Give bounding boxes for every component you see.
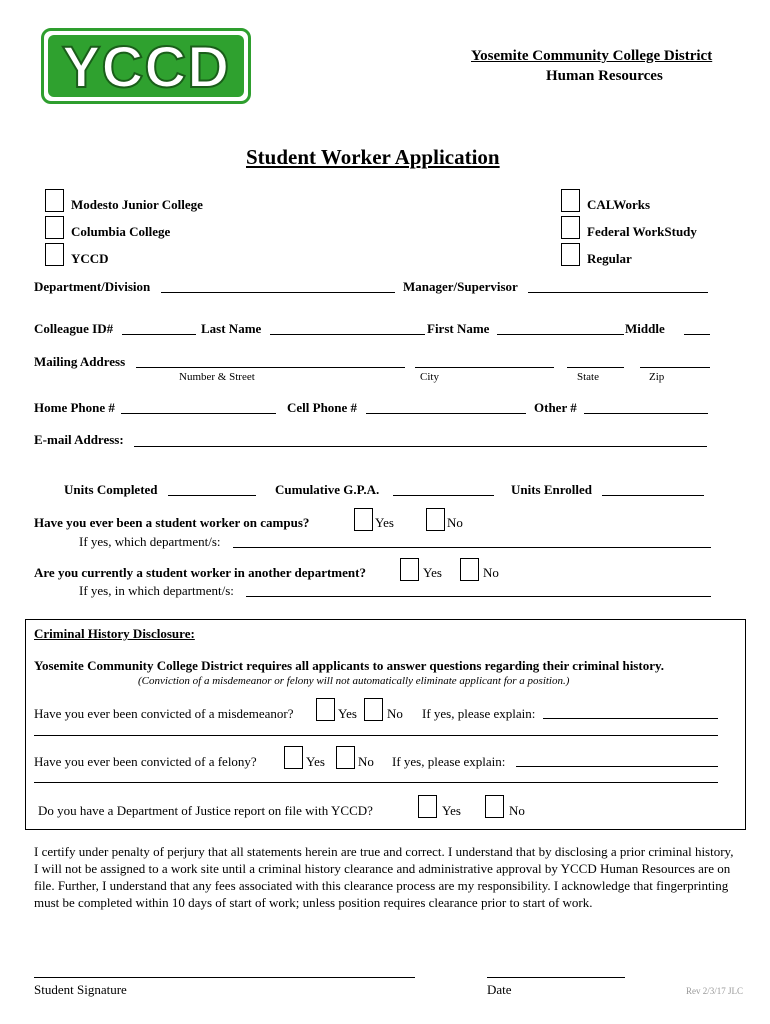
label-misdemeanor-yes: Yes bbox=[338, 706, 357, 721]
city-input[interactable] bbox=[415, 367, 554, 368]
date-input[interactable] bbox=[487, 977, 625, 978]
other-phone-input[interactable] bbox=[584, 413, 708, 414]
q2-followup-label: If yes, in which department/s: bbox=[79, 583, 234, 598]
criminal-statement: Yosemite Community College District requires all applicants to answer questions regarding their criminal history. bbox=[34, 658, 664, 673]
last-name-input[interactable] bbox=[270, 334, 425, 335]
question-misdemeanor: Have you ever been convicted of a misdemeanor? bbox=[34, 706, 294, 721]
label-q1-no: No bbox=[447, 515, 463, 530]
yccd-logo bbox=[41, 28, 251, 104]
state-input[interactable] bbox=[567, 367, 624, 368]
criminal-note: (Conviction of a misdemeanor or felony will not automatically eliminate applicant for a position.) bbox=[138, 675, 570, 687]
checkbox-misdemeanor-no[interactable] bbox=[364, 698, 383, 721]
label-middle: Middle bbox=[625, 321, 665, 336]
checkbox-doj-no[interactable] bbox=[485, 795, 504, 818]
checkbox-felony-yes[interactable] bbox=[284, 746, 303, 769]
label-workstudy: Federal WorkStudy bbox=[587, 224, 697, 239]
q1-followup-label: If yes, which department/s: bbox=[79, 534, 221, 549]
label-regular: Regular bbox=[587, 251, 632, 266]
manager-input[interactable] bbox=[528, 292, 708, 293]
sublabel-state: State bbox=[577, 371, 599, 383]
certification-text: I certify under penalty of perjury that all statements herein are true and correct. I understand that by disclosing a prior criminal history, I will not be assigned to a work site until a criminal history clearance and administrative approval by YCCD Human Resources are on file. Further, I understand that any fees associated with this clearance process are my responsibility. I acknowledge that fingerprinting must be completed within 10 days of start of work; unless position requires clearance prior to start of work. bbox=[34, 844, 734, 910]
label-misdemeanor-no: No bbox=[387, 706, 403, 721]
first-name-input[interactable] bbox=[497, 334, 624, 335]
felony-explain-input[interactable] bbox=[516, 766, 718, 767]
label-units-enrolled: Units Enrolled bbox=[511, 482, 593, 497]
criminal-heading: Criminal History Disclosure: bbox=[34, 626, 195, 641]
sublabel-city: City bbox=[420, 371, 439, 383]
label-q1-yes: Yes bbox=[375, 515, 394, 530]
label-home-phone: Home Phone # bbox=[34, 400, 115, 415]
units-completed-input[interactable] bbox=[168, 495, 256, 496]
label-gpa: Cumulative G.P.A. bbox=[275, 482, 380, 497]
checkbox-misdemeanor-yes[interactable] bbox=[316, 698, 335, 721]
colleague-id-input[interactable] bbox=[122, 334, 196, 335]
checkbox-q1-no[interactable] bbox=[426, 508, 445, 531]
department-input[interactable] bbox=[161, 292, 395, 293]
revision-note: Rev 2/3/17 JLC bbox=[686, 986, 744, 996]
checkbox-q2-yes[interactable] bbox=[400, 558, 419, 581]
dept-name: Human Resources bbox=[546, 68, 663, 84]
label-email: E-mail Address: bbox=[34, 432, 124, 447]
label-colleague-id: Colleague ID# bbox=[34, 321, 114, 336]
label-last-name: Last Name bbox=[201, 321, 262, 336]
cell-phone-input[interactable] bbox=[366, 413, 526, 414]
email-input[interactable] bbox=[134, 446, 707, 447]
label-misdemeanor-explain: If yes, please explain: bbox=[422, 706, 536, 721]
street-input[interactable] bbox=[136, 367, 405, 368]
label-date: Date bbox=[487, 982, 512, 997]
label-first-name: First Name bbox=[427, 321, 490, 336]
misdemeanor-explain-line2[interactable] bbox=[34, 735, 718, 736]
label-signature: Student Signature bbox=[34, 982, 127, 997]
label-felony-yes: Yes bbox=[306, 754, 325, 769]
checkbox-columbia[interactable] bbox=[45, 216, 64, 239]
label-q2-no: No bbox=[483, 565, 499, 580]
question-felony: Have you ever been convicted of a felony? bbox=[34, 754, 257, 769]
q1-department-input[interactable] bbox=[233, 547, 711, 548]
checkbox-felony-no[interactable] bbox=[336, 746, 355, 769]
question-current-worker: Are you currently a student worker in another department? bbox=[34, 565, 366, 580]
sublabel-zip: Zip bbox=[649, 371, 665, 383]
label-felony-no: No bbox=[358, 754, 374, 769]
label-doj-no: No bbox=[509, 803, 525, 818]
q2-department-input[interactable] bbox=[246, 596, 711, 597]
checkbox-mjc[interactable] bbox=[45, 189, 64, 212]
units-enrolled-input[interactable] bbox=[602, 495, 704, 496]
felony-explain-line2[interactable] bbox=[34, 782, 718, 783]
label-units-completed: Units Completed bbox=[64, 482, 158, 497]
label-mailing-address: Mailing Address bbox=[34, 354, 126, 369]
label-cell-phone: Cell Phone # bbox=[287, 400, 358, 415]
checkbox-doj-yes[interactable] bbox=[418, 795, 437, 818]
zip-input[interactable] bbox=[640, 367, 710, 368]
logo-text: YCCD bbox=[61, 35, 231, 100]
gpa-input[interactable] bbox=[393, 495, 494, 496]
checkbox-q1-yes[interactable] bbox=[354, 508, 373, 531]
signature-input[interactable] bbox=[34, 977, 415, 978]
checkbox-q2-no[interactable] bbox=[460, 558, 479, 581]
checkbox-workstudy[interactable] bbox=[561, 216, 580, 239]
label-yccd: YCCD bbox=[71, 251, 109, 266]
sublabel-street: Number & Street bbox=[179, 371, 255, 383]
label-mjc: Modesto Junior College bbox=[71, 197, 203, 212]
question-student-worker: Have you ever been a student worker on campus? bbox=[34, 515, 310, 530]
label-doj-yes: Yes bbox=[442, 803, 461, 818]
criminal-history-box bbox=[25, 619, 746, 830]
label-columbia: Columbia College bbox=[71, 224, 171, 239]
home-phone-input[interactable] bbox=[121, 413, 276, 414]
page-title: Student Worker Application bbox=[246, 145, 500, 169]
middle-input[interactable] bbox=[684, 334, 710, 335]
label-other-phone: Other # bbox=[534, 400, 577, 415]
label-q2-yes: Yes bbox=[423, 565, 442, 580]
label-felony-explain: If yes, please explain: bbox=[392, 754, 506, 769]
checkbox-calworks[interactable] bbox=[561, 189, 580, 212]
label-manager: Manager/Supervisor bbox=[403, 279, 518, 294]
question-doj: Do you have a Department of Justice report on file with YCCD? bbox=[38, 803, 373, 818]
label-department: Department/Division bbox=[34, 279, 151, 294]
checkbox-regular[interactable] bbox=[561, 243, 580, 266]
checkbox-yccd[interactable] bbox=[45, 243, 64, 266]
org-name: Yosemite Community College District bbox=[471, 48, 713, 64]
label-calworks: CALWorks bbox=[587, 197, 651, 212]
misdemeanor-explain-input[interactable] bbox=[543, 718, 718, 719]
